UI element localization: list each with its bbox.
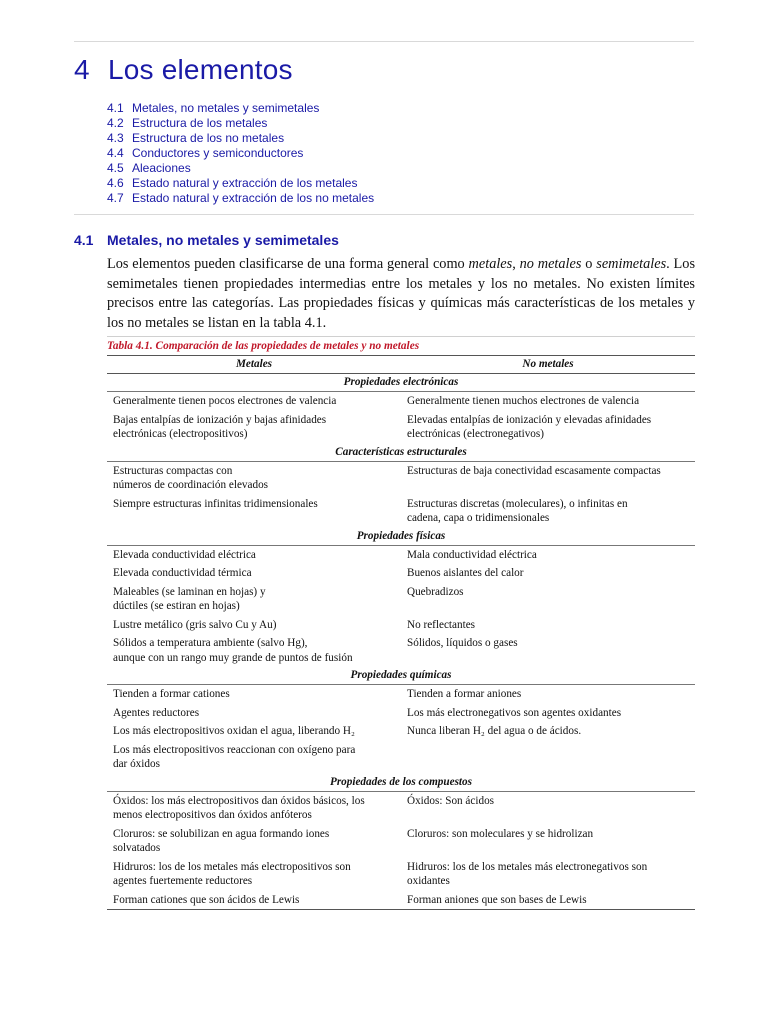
nonmetal-cell (401, 724, 695, 739)
nonmetal-cell (401, 464, 695, 493)
nonmetal-cell (401, 860, 695, 889)
table-row (107, 462, 695, 495)
toc-item-label[interactable]: Aleaciones (132, 161, 191, 175)
metal-cell (107, 394, 401, 409)
metal-cell (107, 618, 401, 633)
cell-line: Hidruros: los de los metales más electronegativos son (407, 860, 648, 873)
cell-line: solvatados (113, 842, 161, 854)
nonmetal-cell (401, 706, 695, 721)
nonmetal-cell (401, 394, 695, 409)
intro-text: o (581, 256, 597, 272)
intro-emphasis: semimetales (596, 256, 667, 272)
cell-line: Siempre estructuras infinitas tridimensionales (113, 497, 318, 510)
cell-line: dar óxidos (113, 758, 160, 770)
metal-cell (107, 687, 401, 702)
cell-line: Tienden a formar cationes (113, 688, 230, 700)
metal-cell (107, 566, 401, 581)
toc-item-number: 4.2 (107, 116, 124, 130)
cell-line: Los más electropositivos reaccionan con oxígeno para (113, 743, 356, 756)
cell-line: Óxidos: Son ácidos (407, 794, 495, 807)
metal-cell (107, 585, 401, 614)
cell-line: Los más electronegativos son agentes oxidantes (407, 706, 622, 719)
cell-line: Buenos aislantes del calor (407, 567, 524, 579)
table-section-heading: Propiedades de los compuestos (107, 774, 695, 792)
metal-cell (107, 827, 401, 856)
table-bottom-rule (107, 909, 695, 910)
cell-line: Elevada conductividad eléctrica (113, 548, 256, 561)
cell-line: aunque con un rango muy grande de puntos de fusión (113, 651, 353, 664)
toc-item-number: 4.7 (107, 191, 124, 205)
toc-item-number: 4.6 (107, 176, 124, 190)
toc-item[interactable] (107, 116, 374, 131)
cell-line: agentes fuertemente reductores (113, 875, 253, 887)
nonmetal-cell (401, 743, 695, 772)
cell-line: Sólidos a temperatura ambiente (salvo Hg), (113, 637, 308, 649)
chapter-number: 4 (74, 54, 90, 85)
toc-item-number: 4.4 (107, 146, 124, 160)
nonmetal-cell (401, 548, 695, 563)
cell-line: electrónicas (electronegativos) (407, 428, 544, 440)
nonmetal-cell (401, 618, 695, 633)
table-row (107, 583, 695, 616)
metal-cell (107, 413, 401, 442)
table-body (107, 374, 695, 909)
table-row (107, 616, 695, 635)
cell-line: Estructuras de baja conectividad escasamente compactas (407, 464, 661, 477)
cell-line: No reflectantes (407, 618, 476, 631)
intro-text: Los elementos pueden clasificarse de una forma general como (107, 256, 469, 272)
metal-cell (107, 706, 401, 721)
toc-item[interactable] (107, 191, 374, 206)
toc-item[interactable] (107, 161, 374, 176)
metal-cell (107, 548, 401, 563)
toc-item-number: 4.3 (107, 131, 124, 145)
table-row (107, 792, 695, 825)
cell-line: Estructuras discretas (moleculares), o infinitas en (407, 497, 628, 510)
cell-line: oxidantes (407, 875, 450, 887)
toc-item[interactable] (107, 146, 374, 161)
section-heading (74, 232, 339, 248)
table-row (107, 564, 695, 583)
table-section-heading: Propiedades físicas (107, 528, 695, 546)
cell-line: Tienden a formar aniones (407, 688, 522, 700)
table-section-heading: Propiedades químicas (107, 667, 695, 685)
nonmetal-cell (401, 636, 695, 665)
intro-emphasis: no metales (519, 256, 582, 272)
intro-emphasis: metales (468, 256, 513, 272)
nonmetal-cell (401, 566, 695, 581)
section-title-text: Metales, no metales y semimetales (107, 232, 339, 248)
cell-line: Forman cationes que son ácidos de Lewis (113, 893, 300, 906)
table-row (107, 858, 695, 891)
table-row (107, 495, 695, 528)
metal-cell (107, 743, 401, 772)
section-divider (74, 214, 694, 215)
metal-cell (107, 794, 401, 823)
toc-item-label[interactable]: Metales, no metales y semimetales (132, 101, 320, 115)
toc-item[interactable] (107, 131, 374, 146)
comparison-table (107, 336, 695, 910)
cell-line: Generalmente tienen pocos electrones de valencia (113, 395, 337, 407)
column-header-metales: Metales (235, 358, 273, 370)
toc-item-number: 4.1 (107, 101, 124, 115)
cell-line: Agentes reductores (113, 706, 200, 719)
cell-line: Sólidos, líquidos o gases (407, 637, 518, 649)
chapter-title-text: Los elementos (108, 54, 293, 85)
metal-cell (107, 497, 401, 526)
toc-item-number: 4.5 (107, 161, 124, 175)
table-section-heading: Características estructurales (107, 444, 695, 462)
toc-item-label[interactable]: Estado natural y extracción de los no metales (132, 191, 375, 205)
nonmetal-cell (401, 687, 695, 702)
table-row (107, 825, 695, 858)
metal-cell (107, 860, 401, 889)
cell-line: Bajas entalpías de ionización y bajas afinidades (113, 413, 327, 426)
nonmetal-cell (401, 827, 695, 856)
cell-line: Quebradizos (407, 585, 464, 598)
metal-cell (107, 893, 401, 908)
column-header-no-metales: No metales (522, 358, 574, 370)
cell-line: Óxidos: los más electropositivos dan óxidos básicos, los (113, 794, 365, 807)
cell-line: Cloruros: se solubilizan en agua formando iones (113, 827, 330, 840)
table-section-heading: Propiedades electrónicas (107, 374, 695, 392)
table-row (107, 411, 695, 444)
chapter-title (74, 54, 293, 86)
cell-line: Elevada conductividad térmica (113, 567, 252, 579)
metal-cell (107, 636, 401, 665)
toc-item-label[interactable]: Estructura de los metales (132, 116, 268, 130)
nonmetal-cell (401, 413, 695, 442)
intro-text: . Los semimetales tienen propiedades intermedias entre los metales y los no metales. No existen límites precisos entre las categorías. Las propiedades físicas y químicas más características de los metales y los no metales se listan en la tabla 4.1. (107, 256, 696, 331)
nonmetal-cell (401, 585, 695, 614)
table-caption: Tabla 4.1. Comparación de las propiedades de metales y no metales (107, 336, 695, 355)
cell-line: menos electropositivos dan óxidos anfóteros (113, 809, 312, 821)
table-header (107, 355, 695, 374)
toc-item-label[interactable]: Estado natural y extracción de los metales (132, 176, 358, 190)
cell-line: números de coordinación elevados (113, 479, 269, 491)
table-row (107, 722, 695, 741)
cell-line: dúctiles (se estiran en hojas) (113, 600, 240, 612)
table-of-contents (107, 101, 374, 206)
toc-item-label[interactable]: Conductores y semiconductores (132, 146, 304, 160)
toc-item-label[interactable]: Estructura de los no metales (132, 131, 285, 145)
table-row (107, 891, 695, 910)
cell-line: Maleables (se laminan en hojas) y (113, 585, 266, 598)
nonmetal-cell (401, 497, 695, 526)
cell-line: Los más electropositivos oxidan el agua, liberando H₂ (113, 725, 355, 737)
toc-item[interactable] (107, 176, 374, 191)
table-row (107, 704, 695, 723)
cell-line: Cloruros: son moleculares y se hidrolizan (407, 827, 594, 840)
table-row (107, 634, 695, 667)
cell-line: Forman aniones que son bases de Lewis (407, 893, 587, 906)
toc-item[interactable] (107, 101, 374, 116)
cell-line: Lustre metálico (gris salvo Cu y Au) (113, 618, 277, 631)
intro-paragraph (107, 255, 695, 333)
nonmetal-cell (401, 794, 695, 823)
cell-line: Nunca liberan H₂ del agua o de ácidos. (407, 725, 582, 737)
cell-line: cadena, capa o tridimensionales (407, 512, 550, 524)
metal-cell (107, 724, 401, 739)
cell-line: Estructuras compactas con (113, 464, 233, 477)
section-number: 4.1 (74, 232, 94, 248)
intro-text: , (512, 256, 520, 272)
cell-line: Generalmente tienen muchos electrones de valencia (407, 395, 640, 407)
nonmetal-cell (401, 893, 695, 908)
cell-line: Elevadas entalpías de ionización y elevadas afinidades (407, 413, 652, 426)
cell-line: Hidruros: los de los metales más electropositivos son (113, 860, 351, 873)
cell-line: Mala conductividad eléctrica (407, 548, 537, 561)
table-row (107, 685, 695, 704)
metal-cell (107, 464, 401, 493)
table-row (107, 741, 695, 774)
cell-line: electrónicas (electropositivos) (113, 428, 248, 440)
table-row (107, 546, 695, 565)
table-row (107, 392, 695, 411)
top-divider (74, 41, 694, 42)
